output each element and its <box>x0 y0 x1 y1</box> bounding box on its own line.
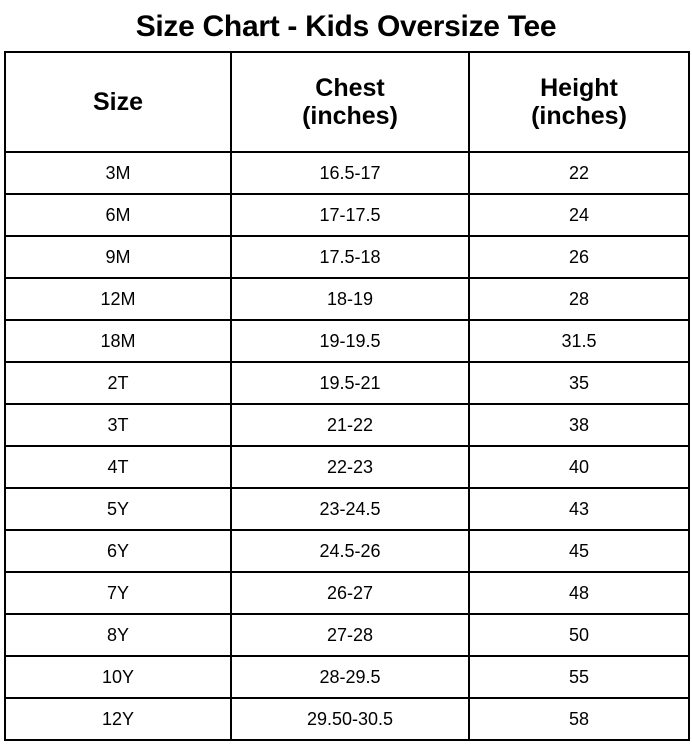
cell-chest: 18-19 <box>231 278 469 320</box>
cell-height: 35 <box>469 362 689 404</box>
cell-chest: 16.5-17 <box>231 152 469 194</box>
column-header-size <box>5 52 231 152</box>
cell-chest: 24.5-26 <box>231 530 469 572</box>
table-row <box>5 488 689 530</box>
cell-chest: 28-29.5 <box>231 656 469 698</box>
cell-chest: 17-17.5 <box>231 194 469 236</box>
column-header-chest <box>231 52 469 152</box>
table-row <box>5 656 689 698</box>
cell-height: 28 <box>469 278 689 320</box>
column-header-chest-line2: (inches) <box>302 102 398 130</box>
column-header-height-line1: Height <box>540 74 618 102</box>
cell-size: 12Y <box>5 698 231 740</box>
cell-size: 2T <box>5 362 231 404</box>
table-row <box>5 530 689 572</box>
table-header <box>5 52 689 152</box>
cell-height: 38 <box>469 404 689 446</box>
cell-size: 3T <box>5 404 231 446</box>
cell-size: 4T <box>5 446 231 488</box>
cell-height: 22 <box>469 152 689 194</box>
cell-chest: 26-27 <box>231 572 469 614</box>
table-row <box>5 614 689 656</box>
cell-height: 40 <box>469 446 689 488</box>
cell-size: 6M <box>5 194 231 236</box>
table-row <box>5 278 689 320</box>
cell-chest: 17.5-18 <box>231 236 469 278</box>
table-row <box>5 698 689 740</box>
cell-height: 31.5 <box>469 320 689 362</box>
cell-size: 8Y <box>5 614 231 656</box>
cell-size: 3M <box>5 152 231 194</box>
cell-chest: 23-24.5 <box>231 488 469 530</box>
column-header-size-line1: Size <box>92 88 144 116</box>
cell-height: 45 <box>469 530 689 572</box>
cell-height: 58 <box>469 698 689 740</box>
table-header-row <box>5 52 689 152</box>
column-header-chest-line1: Chest <box>315 74 385 102</box>
cell-size: 6Y <box>5 530 231 572</box>
cell-height: 48 <box>469 572 689 614</box>
page-title: Size Chart - Kids Oversize Tee <box>135 10 557 43</box>
cell-chest: 22-23 <box>231 446 469 488</box>
cell-chest: 29.50-30.5 <box>231 698 469 740</box>
table-row <box>5 404 689 446</box>
table-row <box>5 236 689 278</box>
table-row <box>5 320 689 362</box>
cell-size: 5Y <box>5 488 231 530</box>
cell-chest: 19.5-21 <box>231 362 469 404</box>
column-header-height <box>469 52 689 152</box>
cell-size: 9M <box>5 236 231 278</box>
cell-chest: 21-22 <box>231 404 469 446</box>
cell-size: 18M <box>5 320 231 362</box>
table-body <box>5 152 689 740</box>
cell-height: 24 <box>469 194 689 236</box>
cell-size: 12M <box>5 278 231 320</box>
table-row <box>5 152 689 194</box>
cell-chest: 19-19.5 <box>231 320 469 362</box>
cell-size: 7Y <box>5 572 231 614</box>
table-row <box>5 194 689 236</box>
column-header-height-line2: (inches) <box>531 102 627 130</box>
cell-height: 43 <box>469 488 689 530</box>
table-row <box>5 572 689 614</box>
table-row <box>5 446 689 488</box>
cell-height: 50 <box>469 614 689 656</box>
table-row <box>5 362 689 404</box>
cell-chest: 27-28 <box>231 614 469 656</box>
size-chart-table <box>4 51 690 741</box>
cell-height: 55 <box>469 656 689 698</box>
cell-size: 10Y <box>5 656 231 698</box>
cell-height: 26 <box>469 236 689 278</box>
